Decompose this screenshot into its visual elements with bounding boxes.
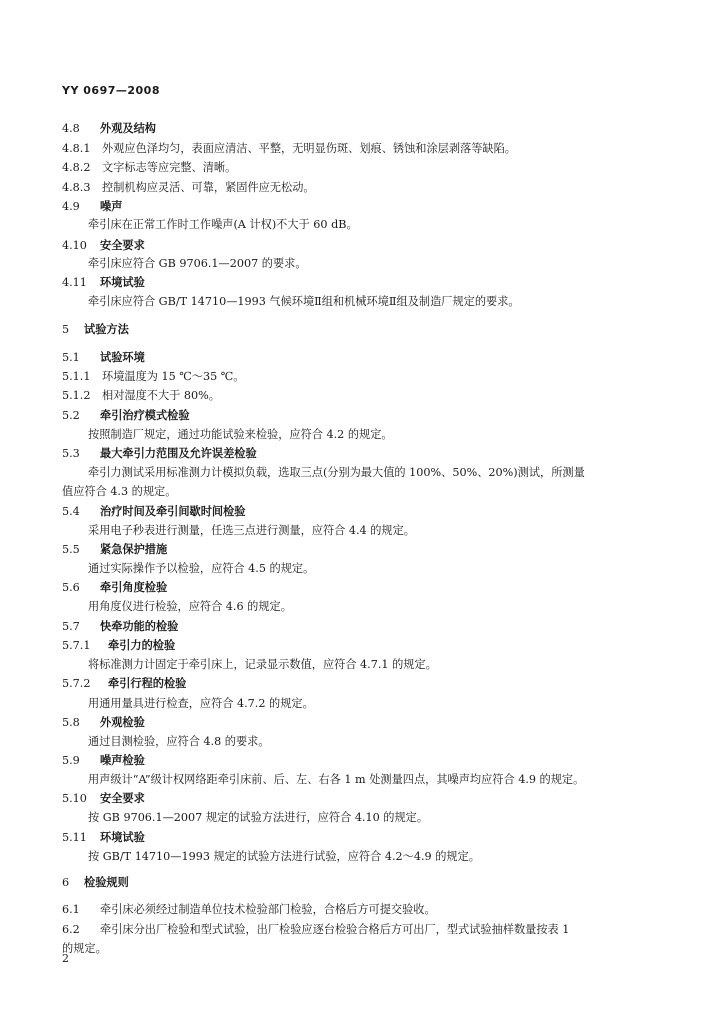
clause-number: 4.8.3 (62, 181, 91, 194)
section-heading (62, 409, 190, 423)
paragraph-line (88, 218, 358, 232)
section-heading (62, 276, 145, 290)
paragraph-line (62, 181, 315, 195)
clause-number: 5.7.1 (62, 639, 91, 652)
clause-number: 4.8.1 (62, 142, 91, 155)
paragraph-line (88, 850, 480, 864)
clause-title: 治疗时间及牵引间歇时间检验 (100, 505, 246, 518)
section-heading (62, 351, 145, 365)
section-heading (62, 792, 145, 806)
clause-number: 4.8.2 (62, 161, 91, 174)
clause-title: 牵引角度检验 (100, 581, 168, 594)
clause-number: 5.4 (62, 505, 80, 518)
section-heading (62, 122, 156, 136)
clause-title: 牵引力的检验 (108, 639, 176, 652)
clause-number: 5.9 (62, 754, 80, 767)
clause-number: 5 (62, 323, 70, 336)
section-heading (62, 200, 122, 214)
section-heading (62, 543, 167, 557)
section-heading (62, 505, 245, 519)
section-heading (62, 876, 129, 890)
paragraph-line (88, 562, 314, 576)
clause-number: 5.1 (62, 351, 80, 364)
clause-text: 牵引床应符合 GB/T 14710—1993 气候环境Ⅱ组和机械环境Ⅱ组及制造厂规定的要求。 (88, 295, 520, 308)
clause-title: 试验环境 (100, 351, 145, 364)
paragraph-line (62, 370, 244, 384)
clause-text: 用声级计“A”级计权网络距牵引床前、后、左、右各 1 m 处测量四点，其噪声均应符合 4.9 的规定。 (88, 773, 585, 786)
paragraph-line (88, 658, 437, 672)
clause-number: 6.2 (62, 923, 80, 936)
clause-text: 牵引床在正常工作时工作噪声(A 计权)不大于 60 dB。 (88, 218, 358, 231)
paragraph-line (88, 811, 428, 825)
section-heading (62, 754, 145, 768)
section-heading (62, 639, 175, 653)
clause-text: 通过实际操作予以检验，应符合 4.5 的规定。 (88, 562, 315, 575)
clause-title: 紧急保护措施 (100, 543, 168, 556)
clause-number: 4.8 (62, 122, 80, 135)
clause-number: 5.3 (62, 447, 80, 460)
clause-title: 安全要求 (100, 792, 145, 805)
paragraph-line (88, 600, 292, 614)
clause-text: 牵引床分出厂检验和型式试验，出厂检验应逐台检验合格后方可出厂，型式试验抽样数量按表 1 (100, 923, 570, 936)
clause-text: 通过目测检验，应符合 4.8 的要求。 (88, 735, 270, 748)
clause-text: 外观应色泽均匀，表面应清洁、平整，无明显伤斑、划痕、锈蚀和涂层剥落等缺陷。 (102, 142, 516, 155)
clause-text: 按照制造厂规定，通过功能试验来检验，应符合 4.2 的规定。 (88, 428, 393, 441)
clause-number: 6.1 (62, 903, 80, 916)
paragraph-line (88, 466, 585, 480)
clause-title: 噪声 (100, 200, 123, 213)
section-heading (62, 581, 167, 595)
paragraph-line (62, 389, 220, 403)
clause-number: 5.8 (62, 716, 80, 729)
section-heading (62, 716, 145, 730)
clause-text: 文字标志等应完整、清晰。 (102, 161, 237, 174)
section-heading (62, 620, 178, 634)
clause-text: 的规定。 (62, 942, 107, 955)
paragraph-line (88, 257, 307, 271)
standard-number-header: YY 0697—2008 (62, 84, 160, 97)
clause-number: 5.5 (62, 543, 80, 556)
page-number: 2 (62, 952, 69, 965)
clause-number: 4.9 (62, 200, 80, 213)
paragraph-line (62, 161, 236, 175)
clause-number: 4.10 (62, 239, 87, 252)
paragraph-line (62, 903, 436, 917)
section-heading (62, 447, 257, 461)
clause-number: 6 (62, 876, 70, 889)
clause-title: 快牵功能的检验 (100, 620, 179, 633)
clause-text: 环境温度为 15 ℃～35 ℃。 (102, 370, 245, 383)
paragraph-line (88, 428, 393, 442)
clause-text: 相对湿度不大于 80%。 (102, 389, 220, 402)
section-heading (62, 323, 129, 337)
paragraph-line (62, 923, 569, 937)
clause-number: 5.10 (62, 792, 87, 805)
clause-title: 最大牵引力范围及允许误差检验 (100, 447, 257, 460)
clause-title: 牵引治疗模式检验 (100, 409, 190, 422)
clause-title: 外观及结构 (100, 122, 156, 135)
clause-title: 环境试验 (100, 276, 145, 289)
clause-text: 值应符合 4.3 的规定。 (62, 485, 177, 498)
clause-number: 5.1.1 (62, 370, 91, 383)
paragraph-line (88, 295, 520, 309)
paragraph-line (62, 142, 516, 156)
clause-title: 安全要求 (100, 239, 145, 252)
clause-title: 噪声检验 (100, 754, 145, 767)
clause-text: 将标准测力计固定于牵引床上，记录显示数值，应符合 4.7.1 的规定。 (88, 658, 437, 671)
clause-number: 5.2 (62, 409, 80, 422)
clause-number: 5.7.2 (62, 677, 91, 690)
paragraph-line (62, 485, 176, 499)
clause-text: 用角度仪进行检验，应符合 4.6 的规定。 (88, 600, 292, 613)
clause-text: 采用电子秒表进行测量，任选三点进行测量，应符合 4.4 的规定。 (88, 524, 415, 537)
paragraph-line (88, 697, 314, 711)
clause-number: 5.6 (62, 581, 80, 594)
clause-number: 5.11 (62, 831, 87, 844)
clause-text: 控制机构应灵活、可靠，紧固件应无松动。 (102, 181, 315, 194)
clause-text: 牵引力测试采用标准测力计模拟负载，选取三点(分别为最大值的 100%、50%、20%)测试，所测量 (88, 466, 585, 479)
clause-text: 按 GB 9706.1—2007 规定的试验方法进行，应符合 4.10 的规定。 (88, 811, 429, 824)
section-heading (62, 831, 145, 845)
clause-text: 牵引床应符合 GB 9706.1—2007 的要求。 (88, 257, 307, 270)
clause-number: 5.1.2 (62, 389, 91, 402)
section-heading (62, 677, 186, 691)
paragraph-line (88, 524, 415, 538)
clause-title: 试验方法 (84, 323, 129, 336)
clause-title: 牵引行程的检验 (108, 677, 187, 690)
clause-number: 5.7 (62, 620, 80, 633)
clause-title: 环境试验 (100, 831, 145, 844)
clause-title: 外观检验 (100, 716, 145, 729)
clause-text: 牵引床必须经过制造单位技术检验部门检验，合格后方可提交验收。 (100, 903, 436, 916)
clause-text: 按 GB/T 14710—1993 规定的试验方法进行试验，应符合 4.2～4.9 的规定。 (88, 850, 480, 863)
clause-number: 4.11 (62, 276, 87, 289)
clause-text: 用通用量具进行检查，应符合 4.7.2 的规定。 (88, 697, 314, 710)
clause-title: 检验规则 (84, 876, 129, 889)
paragraph-line (88, 735, 270, 749)
paragraph-line (88, 773, 584, 787)
section-heading (62, 239, 145, 253)
